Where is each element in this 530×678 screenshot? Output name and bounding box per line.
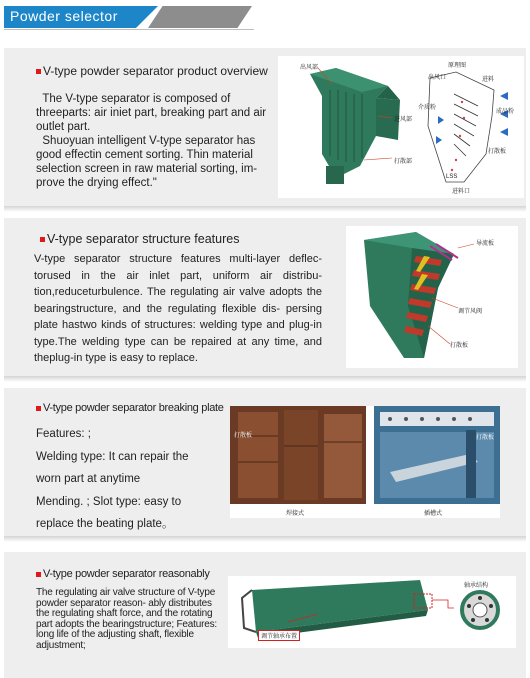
bullet-icon — [36, 406, 41, 411]
section-title: V-type separator structure features — [40, 232, 239, 246]
figure-label: 介质粉 — [418, 105, 437, 111]
paragraph: The V-type separator is composed of threeparts: air iniet part, breaking part and air outlet part. — [36, 93, 270, 133]
figure-label: 调节轴承布置 — [258, 630, 300, 641]
structure-figure — [346, 226, 518, 368]
section-breaking-plate — [4, 388, 526, 536]
section-title: V-type powder separator reasonably — [36, 568, 210, 580]
figure-label: 出风部 — [300, 65, 319, 71]
section-title: V-type powder separator product overview — [36, 64, 268, 78]
figure-label: 原理图 — [448, 63, 467, 69]
figure-label: 插槽式 — [424, 511, 443, 517]
figure-label: 打散板 — [488, 149, 507, 155]
figure-label: 打散板 — [234, 433, 253, 439]
structure-diagram-svg — [346, 226, 518, 368]
text-line: replace the beating plate。 — [36, 518, 174, 530]
section-regulating-valve — [4, 552, 526, 678]
section-structure-features — [4, 218, 526, 376]
paragraph: The regulating air valve structure of V-type powder separator reason- ably distributes the regulating shaft force, and the rotating part adopts the bearingstructure; Features: long life of the adjusting shaft, flexible adjustment; — [36, 587, 217, 651]
breaking-plate-figure — [230, 406, 500, 518]
figure-label: 焊接式 — [286, 511, 305, 517]
header-accent-bar — [148, 6, 252, 28]
text-line: Features: ; — [36, 428, 91, 440]
figure-label: 轴承结构 — [464, 583, 489, 589]
bullet-icon — [36, 69, 41, 74]
overview-figure — [278, 56, 524, 198]
bullet-icon — [40, 237, 45, 242]
section-shadow — [4, 206, 526, 212]
section-overview — [4, 48, 526, 206]
section-body — [36, 92, 268, 190]
section-shadow — [4, 376, 526, 382]
text-line: Welding type: It can repair the — [36, 450, 189, 463]
section-body — [34, 251, 322, 367]
v-outlet-shape — [326, 166, 344, 184]
figure-label: 进料口 — [452, 189, 471, 195]
header-tab — [4, 6, 136, 28]
figure-label: 进风部 — [394, 117, 413, 123]
section-body — [36, 588, 218, 652]
figure-label: 进料 — [482, 77, 495, 83]
paragraph: Shuoyuan intelligent V-type separator has good effectin cement sorting. Thin material selection screen in raw material sorting, im- prove the drying effect." — [36, 135, 261, 189]
header-title: Powder selector — [10, 8, 118, 24]
figure-label: 调节风阀 — [458, 309, 483, 315]
paragraph: V-type separator structure features multi-layer deflec- torused in the air inlet part, uniform air distribu- tion,reduceturbulence. The regulating air valve adopts the bearingstructure, and the regulating flexible dis- persing plate hastwo kinds of structures: welding type and plug-in type.The welding type can be repaired at any time, and theplug-in type is easy to replace. — [34, 253, 322, 364]
page-header — [0, 6, 530, 32]
header-divider — [4, 29, 254, 30]
figure-label: 成品粉 — [496, 109, 515, 115]
text-line: worn part at anytime — [36, 473, 141, 485]
regulating-valve-figure — [228, 576, 516, 648]
section-title: V-type powder separator breaking plate — [36, 402, 224, 414]
text-line: Mending. ; Slot type: easy to — [36, 495, 182, 508]
figure-label: LSS — [446, 174, 458, 180]
figure-label: 导流板 — [476, 241, 495, 247]
principle-outline — [428, 72, 494, 182]
figure-label: 打散板 — [450, 343, 469, 349]
section-shadow — [4, 536, 526, 542]
breaking-plate-photos-svg — [230, 406, 500, 518]
section-body — [36, 423, 216, 536]
bullet-icon — [36, 572, 41, 577]
figure-label: 打散部 — [394, 159, 413, 165]
figure-label: 打散板 — [476, 435, 495, 441]
figure-label: 出风口 — [428, 75, 447, 81]
